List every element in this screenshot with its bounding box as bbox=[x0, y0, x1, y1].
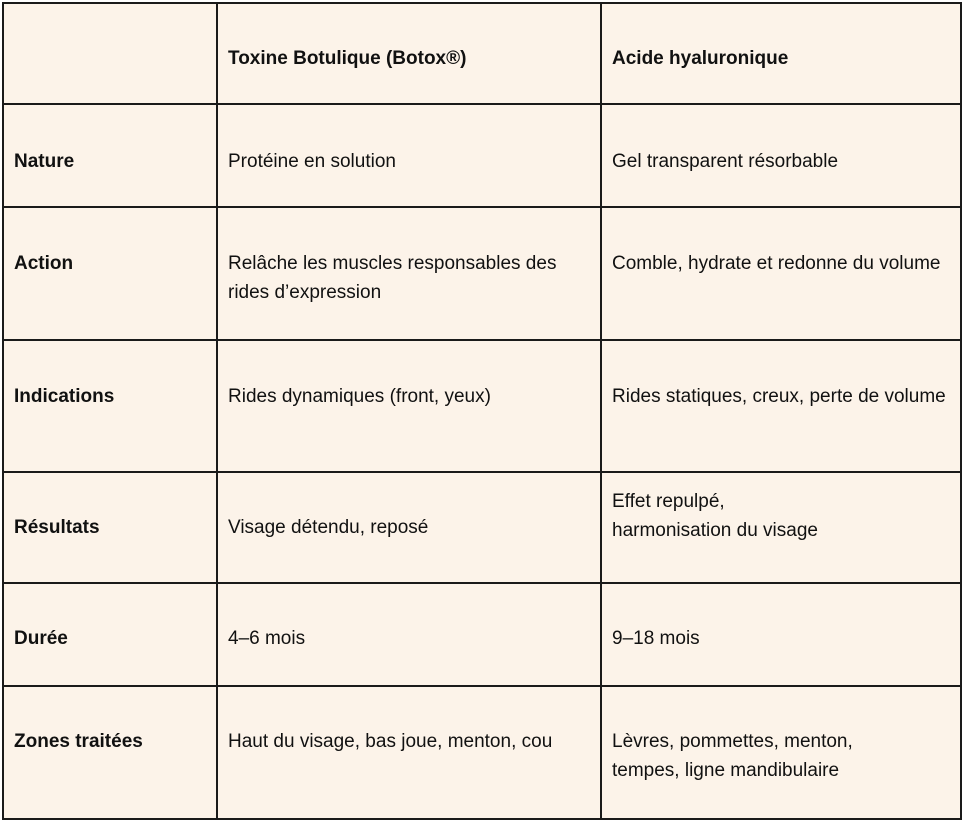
hyaluronic-cell-line: Lèvres, pommettes, menton, bbox=[612, 731, 853, 752]
header-botox: Toxine Botulique (Botox®) bbox=[217, 3, 601, 104]
header-row bbox=[3, 3, 961, 104]
hyaluronic-cell bbox=[601, 686, 961, 819]
comparison-table bbox=[2, 2, 962, 820]
table-row bbox=[3, 583, 961, 686]
table-row bbox=[3, 207, 961, 340]
botox-cell: Protéine en solution bbox=[217, 104, 601, 207]
botox-cell: Haut du visage, bas joue, menton, cou bbox=[217, 686, 601, 819]
table-row bbox=[3, 104, 961, 207]
botox-cell: Visage détendu, reposé bbox=[217, 472, 601, 583]
table-row bbox=[3, 686, 961, 819]
row-label: Action bbox=[3, 207, 217, 340]
header-hyaluronic: Acide hyaluronique bbox=[601, 3, 961, 104]
hyaluronic-cell bbox=[601, 472, 961, 583]
row-label: Nature bbox=[3, 104, 217, 207]
hyaluronic-cell: Gel transparent résorbable bbox=[601, 104, 961, 207]
row-label: Résultats bbox=[3, 472, 217, 583]
hyaluronic-cell-line: tempes, ligne mandibulaire bbox=[612, 760, 840, 781]
hyaluronic-cell: Rides statiques, creux, perte de volume bbox=[601, 340, 961, 472]
row-label: Zones traitées bbox=[3, 686, 217, 819]
hyaluronic-cell: 9–18 mois bbox=[601, 583, 961, 686]
botox-cell: Relâche les muscles responsables des rides d’expression bbox=[217, 207, 601, 340]
botox-cell: 4–6 mois bbox=[217, 583, 601, 686]
hyaluronic-cell: Comble, hydrate et redonne du volume bbox=[601, 207, 961, 340]
table-row bbox=[3, 340, 961, 472]
hyaluronic-cell-line: Effet repulpé, bbox=[612, 491, 725, 512]
row-label: Durée bbox=[3, 583, 217, 686]
table-row bbox=[3, 472, 961, 583]
header-corner-cell bbox=[3, 3, 217, 104]
botox-cell: Rides dynamiques (front, yeux) bbox=[217, 340, 601, 472]
hyaluronic-cell-line: harmonisation du visage bbox=[612, 520, 818, 541]
row-label: Indications bbox=[3, 340, 217, 472]
